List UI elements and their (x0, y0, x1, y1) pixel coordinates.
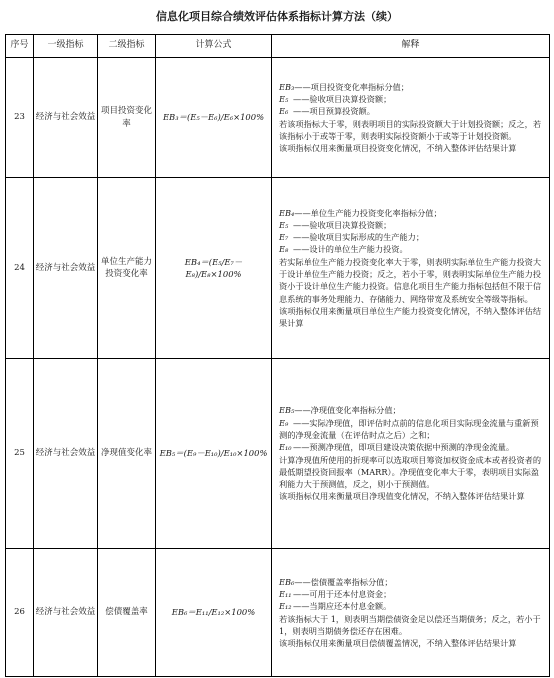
header-row (6, 35, 550, 58)
note: 计算净现值所使用的折现率可以选取项目筹资加权资金成本或者投资者的最低期望投资回报率（MARR）。净现值变化率大于零，表明项目实际盈利能力大于预测值，反之，则小于预测值。 (279, 454, 542, 490)
definition: E₁₀——预测净现值，即项目建设决策依据中预测的净现金流量。 (279, 442, 515, 453)
definition: EB₄——单位生产能力投资变化率指标分值； (279, 207, 442, 218)
note: 该项指标仅用来衡量项目单位生产能力投资变化情况，不纳入整体评估结果计算 (279, 305, 542, 329)
table-title: 信息化项目综合绩效评估体系指标计算方法（续） (156, 10, 398, 23)
header-explanation: 解释 (272, 35, 550, 58)
formula: EB₆＝E₁₁/E₁₂×100% (156, 549, 272, 677)
explanation (272, 359, 550, 549)
row-number: 25 (6, 359, 34, 549)
definition: EB₆——偿债覆盖率指标分值； (279, 576, 393, 587)
definition: EB₅——净现值变化率指标分值； (279, 405, 401, 416)
level2-indicator: 净现值变化率 (98, 359, 156, 549)
level1-indicator: 经济与社会效益 (34, 178, 98, 359)
definition: E₁₂——当期应还本付息金额。 (279, 601, 392, 612)
level1-indicator: 经济与社会效益 (34, 58, 98, 178)
table-row (6, 178, 550, 359)
level2-indicator: 单位生产能力投资变化率 (98, 178, 156, 359)
header-level2: 二级指标 (98, 35, 156, 58)
note: 该项指标仅用来衡量项目偿债覆盖情况，不纳入整体评估结果计算 (279, 638, 517, 649)
level2-indicator: 项目投资变化率 (98, 58, 156, 178)
explanation (272, 549, 550, 677)
formula: EB₅＝(E₉－E₁₀)/E₁₀×100% (156, 359, 272, 549)
definition: E₉ ——实际净现值，即评估时点前的信息化项目实际现金流量与重新预测的净现金流量（在评估时点之后）之和； (279, 417, 539, 440)
note: 该项指标仅用来衡量项目净现值变化情况，不纳入整体评估结果计算 (279, 491, 525, 502)
row-number: 23 (6, 58, 34, 178)
row-number: 26 (6, 549, 34, 677)
note: 若该项指标大于零，则表明项目的实际投资额大于计划投资额；反之，若该指标小于或等于零，则表明实际投资额小于或等于计划投资额。 (279, 118, 542, 141)
indicator-table (5, 34, 550, 677)
level1-indicator: 经济与社会效益 (34, 359, 98, 549)
table-row (6, 58, 550, 178)
note: 若实际单位生产能力投资变化率大于零，则表明实际单位生产能力投资大于设计单位生产能力投资；反之，若小于零，则表明实际单位生产能力投资小于设计单位生产能力投资。信息化项目生产能力指标包括但不限于信息系统的事务处理能力、存储能力、网络带宽及系统安全等级等指标。 (279, 256, 542, 304)
table-row (6, 549, 550, 677)
note: 该项指标仅用来衡量项目投资变化情况，不纳入整体评估结果计算 (279, 143, 517, 154)
explanation (272, 58, 550, 178)
table-row (6, 359, 550, 549)
definition: E₈ ——设计的单位生产能力投资。 (279, 244, 408, 255)
definition: E₅ ——验收项目决算投资额； (279, 219, 392, 230)
level1-indicator: 经济与社会效益 (34, 549, 98, 677)
definition: E₇ ——验收项目实际形成的生产能力； (279, 232, 425, 243)
level2-indicator: 偿债覆盖率 (98, 549, 156, 677)
row-number: 24 (6, 178, 34, 359)
formula: EB₄＝(E₅/E₇－E₈)/E₈×100% (156, 178, 272, 359)
header-level1: 一级指标 (34, 35, 98, 58)
note: 若该指标大于 1，则表明当期偿债资金足以偿还当期债务；反之，若小于 1，则表明当期债务偿还存在困难。 (279, 613, 541, 636)
header-formula: 计算公式 (156, 35, 272, 58)
definition: EB₃——项目投资变化率指标分值； (279, 81, 409, 92)
header-no: 序号 (6, 35, 34, 58)
formula: EB₃＝(E₅－E₆)/E₆×100% (156, 58, 272, 178)
explanation (272, 178, 550, 359)
definition: E₆ ——项目预算投资额。 (279, 106, 375, 117)
definition: E₁₁——可用于还本付息资金； (279, 588, 392, 599)
definition: E₅ ——验收项目决算投资额； (279, 93, 392, 104)
